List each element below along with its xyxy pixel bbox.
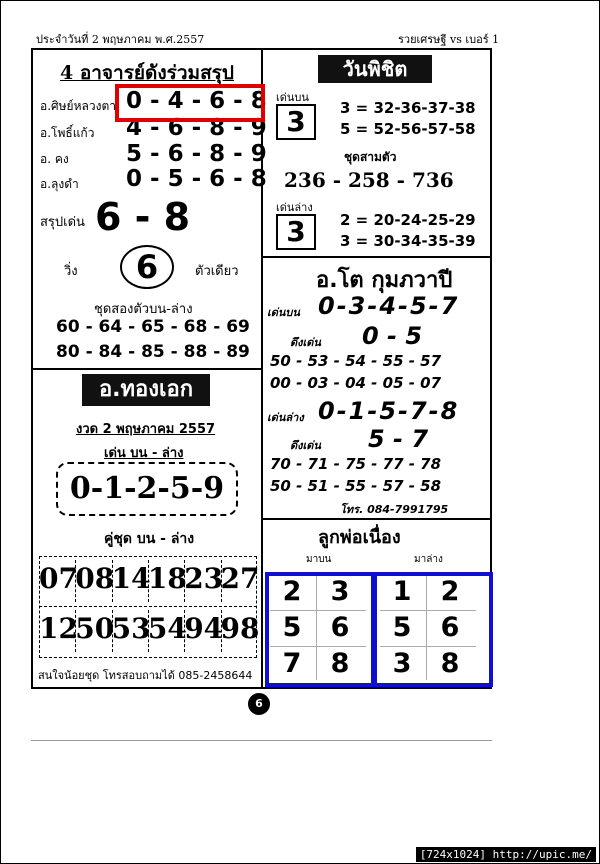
- luk-grid-line: [426, 576, 427, 680]
- luk-number: 5: [282, 612, 302, 643]
- right-divider-2: [261, 518, 492, 520]
- teacher-numbers: 5 - 6 - 8 - 9: [126, 141, 267, 167]
- teacher-name: อ.ลุงดำ: [40, 177, 79, 191]
- luk-grid-line: [316, 576, 317, 680]
- to-label: ดึงเด่น: [290, 439, 321, 452]
- teacher-numbers: 0 - 4 - 6 - 8: [126, 88, 267, 114]
- luk-number: 3: [392, 648, 412, 679]
- pair-cell: 18: [147, 562, 187, 595]
- luk-number: 8: [440, 648, 460, 679]
- luk-number: 1: [392, 576, 412, 607]
- pair-cell-divider: [148, 610, 149, 652]
- luk-number: 2: [282, 576, 302, 607]
- pairs-label: คู่ชุด บน - ล่าง: [104, 531, 195, 547]
- pair-cell: 14: [111, 562, 151, 595]
- top-lead-row: 3 = 32-36-37-38: [340, 99, 476, 117]
- lead-numbers-box: 0-1-2-5-9: [56, 462, 238, 516]
- to-numbers: 5 - 7: [368, 425, 429, 453]
- pair-cell-divider: [75, 560, 76, 602]
- pair-cell: 98: [220, 612, 260, 645]
- top-lead-label: เด่นบน: [276, 91, 309, 104]
- three-digit-numbers: 236 - 258 - 736: [284, 168, 454, 192]
- pair-cell-divider: [221, 610, 222, 652]
- luk-pho-nueang-title: ลูกพ่อเนื่อง: [318, 527, 401, 548]
- pair-cell-divider: [75, 610, 76, 652]
- luk-number: 6: [440, 612, 460, 643]
- pair-cell: 94: [184, 612, 224, 645]
- teachers-title: 4 อาจารย์ดังร่วมสรุป: [60, 62, 234, 84]
- pair-cell-divider: [112, 610, 113, 652]
- corner-watermark: [724x1024] http://upic.me/: [416, 847, 596, 862]
- pair-cell: 12: [39, 612, 78, 645]
- luk-number: 2: [440, 576, 460, 607]
- pairs-row: 80 - 84 - 85 - 88 - 89: [56, 342, 250, 362]
- to-phone: โทร. 084-7991795: [340, 503, 449, 516]
- bottom-label: มาล่าง: [414, 554, 443, 565]
- run-label: วิ่ง: [64, 264, 78, 279]
- to-numbers: 00 - 03 - 04 - 05 - 07: [270, 374, 442, 392]
- to-numbers: 0-3-4-5-7: [318, 292, 460, 320]
- to-title: อ.โต กุมภวาปี: [316, 268, 453, 293]
- red-highlight-box: [115, 84, 265, 122]
- pair-cell-divider: [112, 560, 113, 602]
- header-publication: รวยเศรษฐี vs เบอร์ 1: [398, 33, 500, 46]
- pair-cell: 53: [111, 612, 151, 645]
- right-divider-1: [261, 256, 492, 258]
- luk-grid-line: [380, 610, 476, 611]
- thongek-banner: อ.ทองเอก: [82, 374, 210, 406]
- teacher-name: อ.ศิษย์หลวงตา: [40, 99, 116, 113]
- pair-cell: 07: [39, 562, 78, 595]
- pairs-row: 60 - 64 - 65 - 68 - 69: [56, 317, 250, 337]
- bottom-lead-row: 2 = 20-24-25-29: [340, 211, 476, 229]
- page-bottom-line: [31, 740, 492, 741]
- bottom-lead-label: เด่นล่าง: [276, 201, 313, 214]
- to-label: เด่นบน: [267, 306, 300, 319]
- page-number: 6: [248, 693, 270, 715]
- pair-cell: 23: [184, 562, 224, 595]
- to-label: ดึงเด่น: [290, 336, 321, 349]
- pair-cell: 54: [147, 612, 187, 645]
- bottom-lead-number: 3: [276, 214, 316, 250]
- to-label: เด่นล่าง: [267, 411, 304, 424]
- contact-line: สนใจน้อยชุด โทรสอบถามได้ 085-2458644: [38, 669, 253, 682]
- draw-date: งวด 2 พฤษภาคม 2557: [76, 422, 216, 437]
- pair-cell-divider: [184, 560, 185, 602]
- luk-grid-line: [270, 610, 366, 611]
- luk-number: 3: [330, 576, 350, 607]
- winning-day-banner: วันพิชิต: [318, 55, 432, 83]
- run-number-circle: 6: [120, 245, 174, 289]
- luk-number: 6: [330, 612, 350, 643]
- three-digit-label: ชุดสามตัว: [344, 150, 397, 164]
- pairs-title: ชุดสองตัวบน-ล่าง: [94, 302, 193, 317]
- top-lead-row: 5 = 52-56-57-58: [340, 120, 476, 138]
- luk-grid-line: [380, 646, 476, 647]
- to-numbers: 50 - 53 - 54 - 55 - 57: [270, 352, 442, 370]
- luk-number: 5: [392, 612, 412, 643]
- pair-cell: 27: [220, 562, 260, 595]
- teacher-name: อ. คง: [40, 152, 69, 166]
- bottom-lead-row: 3 = 30-34-35-39: [340, 232, 476, 250]
- pairs-grid-divider: [39, 606, 257, 608]
- to-numbers: 0 - 5: [362, 322, 423, 350]
- teacher-numbers: 0 - 5 - 6 - 8: [126, 166, 267, 192]
- to-numbers: 50 - 51 - 55 - 57 - 58: [270, 477, 442, 495]
- pair-cell: 50: [75, 612, 115, 645]
- teacher-name: อ.โพธิ์แก้ว: [40, 126, 95, 140]
- teacher-numbers: 4 - 6 - 8 - 9: [126, 115, 267, 141]
- summary-numbers: 6 - 8: [95, 195, 191, 239]
- luk-grid-line: [270, 646, 366, 647]
- pair-cell-divider: [148, 560, 149, 602]
- pair-cell-divider: [221, 560, 222, 602]
- to-numbers: 70 - 71 - 75 - 77 - 78: [270, 455, 442, 473]
- luk-number: 8: [330, 648, 350, 679]
- luk-number: 7: [282, 648, 302, 679]
- top-label: มาบน: [306, 554, 332, 565]
- summary-label: สรุปเด่น: [40, 215, 85, 230]
- pair-cell: 08: [75, 562, 115, 595]
- to-numbers: 0-1-5-7-8: [318, 397, 460, 425]
- left-divider: [31, 368, 262, 370]
- pair-cell-divider: [184, 610, 185, 652]
- header-date: ประจำวันที่ 2 พฤษภาคม พ.ศ.2557: [36, 33, 205, 46]
- top-lead-number: 3: [276, 104, 316, 140]
- single-label: ตัวเดียว: [195, 264, 239, 279]
- lead-label: เด่น บน - ล่าง: [104, 446, 184, 461]
